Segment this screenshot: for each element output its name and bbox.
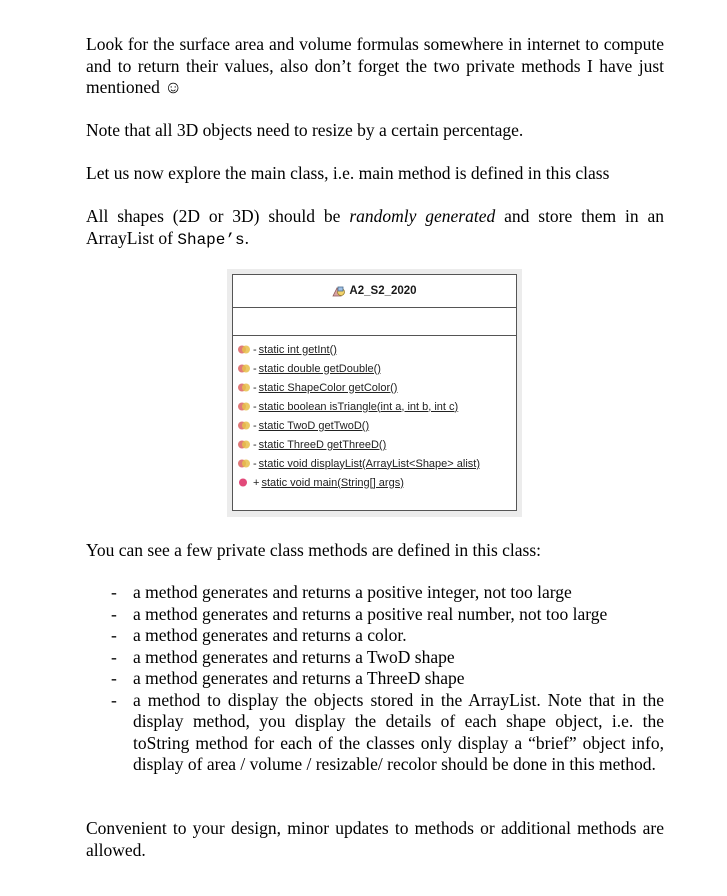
- private-method-icon: [237, 344, 251, 355]
- uml-class-name: A2_S2_2020: [349, 285, 417, 297]
- private-method-icon: [237, 382, 251, 393]
- private-method-icon: [237, 363, 251, 374]
- list-item: [86, 690, 664, 776]
- emphasis-text: randomly generated: [349, 206, 496, 226]
- method-signature: static TwoD getTwoD(): [258, 419, 370, 432]
- visibility-marker: -: [253, 457, 257, 470]
- list-item: [86, 668, 664, 690]
- paragraph-design-note: Convenient to your design, minor updates to methods or additional methods are allowed.: [86, 818, 664, 860]
- uml-method: [237, 397, 516, 416]
- method-signature: static void displayList(ArrayList<Shape> alist): [258, 457, 480, 470]
- bullet-dash: -: [111, 668, 117, 688]
- private-method-icon: [237, 458, 251, 469]
- uml-method: [237, 359, 516, 378]
- paragraph-resize-note: Note that all 3D objects need to resize by a certain percentage.: [86, 120, 524, 140]
- paragraph-private-methods: You can see a few private class methods are defined in this class:: [86, 540, 542, 560]
- private-method-icon: [237, 439, 251, 450]
- private-method-icon: [237, 401, 251, 412]
- uml-method: [237, 435, 516, 454]
- paragraph-formulas: Look for the surface area and volume formulas somewhere in internet to compute and to return their values, also don’t forget the two private methods I have just mentioned ☺: [86, 34, 664, 97]
- visibility-marker: -: [253, 362, 257, 375]
- visibility-marker: +: [253, 476, 260, 489]
- list-item-text: a method to display the objects stored in the ArrayList. Note that in the display method, you display the details of each shape object, i.e. the toString method for each of the classes only display a “brief” object info, display of area / volume / resizable/ recolor should be done in this method.: [133, 689, 664, 774]
- visibility-marker: -: [253, 400, 257, 413]
- uml-method: [237, 473, 516, 492]
- visibility-marker: -: [253, 438, 257, 451]
- private-method-icon: [237, 420, 251, 431]
- visibility-marker: -: [253, 343, 257, 356]
- text-segment: .: [244, 227, 249, 248]
- uml-method: [237, 454, 516, 473]
- uml-method: [237, 378, 516, 397]
- method-signature: static void main(String[] args): [261, 476, 404, 489]
- paragraph-main-class: Let us now explore the main class, i.e. main method is defined in this class: [86, 163, 610, 183]
- text-segment: All shapes (2D or 3D) should be: [86, 206, 350, 226]
- code-text: Shape’s: [177, 230, 245, 249]
- visibility-marker: -: [253, 381, 257, 394]
- list-item: [86, 582, 664, 604]
- method-signature: static ThreeD getThreeD(): [258, 438, 387, 451]
- method-description-list: [86, 582, 664, 776]
- bullet-dash: -: [111, 582, 117, 602]
- method-signature: static int getInt(): [258, 343, 337, 356]
- method-signature: static double getDouble(): [258, 362, 381, 375]
- method-signature: static ShapeColor getColor(): [258, 381, 398, 394]
- uml-attributes-section: [233, 308, 516, 336]
- list-item-text: a method generates and returns a positive real number, not too large: [133, 603, 608, 624]
- uml-methods-section: [233, 336, 516, 492]
- list-item-text: a method generates and returns a color.: [133, 625, 407, 645]
- list-item-text: a method generates and returns a ThreeD shape: [133, 668, 465, 688]
- uml-method: [237, 340, 516, 359]
- bullet-dash: -: [111, 689, 117, 710]
- bullet-dash: -: [111, 646, 117, 667]
- list-item-text: a method generates and returns a positive integer, not too large: [133, 582, 572, 602]
- paragraph-random-shapes: [86, 206, 664, 251]
- list-item-text: a method generates and returns a TwoD shape: [133, 646, 455, 667]
- uml-class-header: [233, 275, 516, 308]
- list-item: [86, 625, 664, 647]
- list-item: [86, 647, 664, 669]
- text-segment: and store them in an ArrayList of: [86, 206, 665, 248]
- uml-class-diagram: [227, 269, 522, 517]
- uml-class-box: [232, 274, 517, 511]
- class-icon: [332, 286, 346, 297]
- visibility-marker: -: [253, 419, 257, 432]
- method-signature: static boolean isTriangle(int a, int b, int c): [258, 400, 459, 413]
- list-item: [86, 604, 664, 626]
- uml-method: [237, 416, 516, 435]
- bullet-dash: -: [111, 625, 117, 645]
- bullet-dash: -: [111, 603, 117, 624]
- public-method-icon: [237, 477, 251, 488]
